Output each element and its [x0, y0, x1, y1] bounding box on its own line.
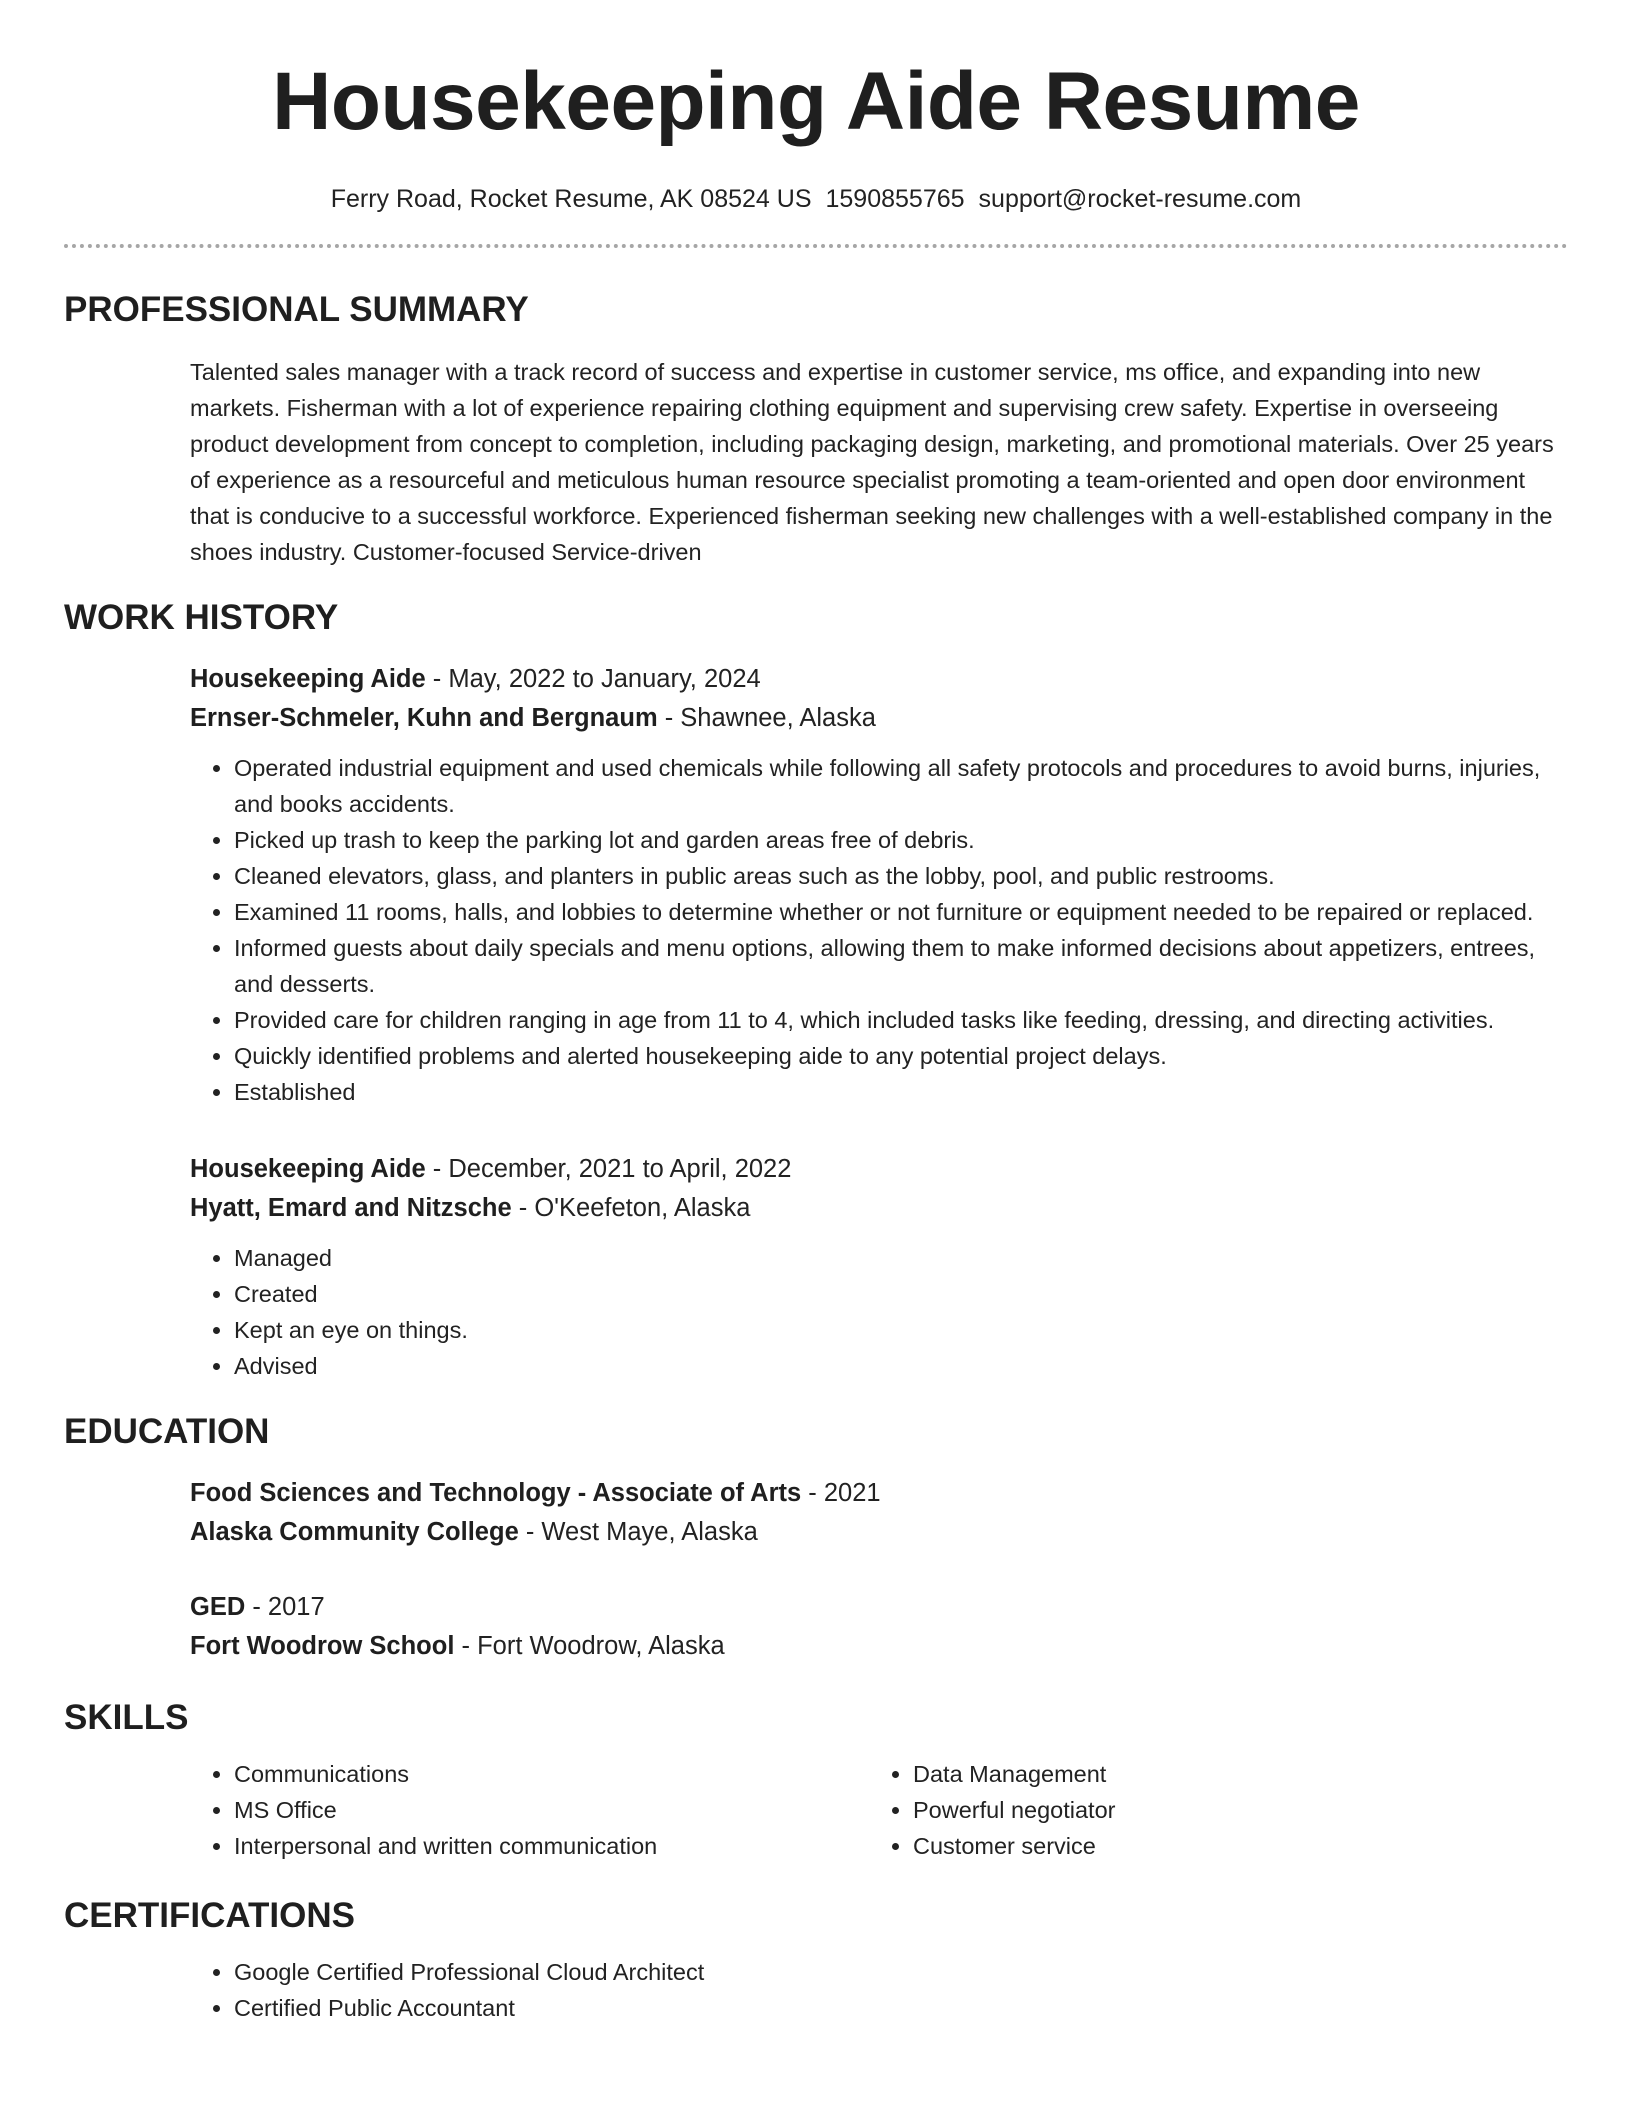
certifications-heading: CERTIFICATIONS: [64, 1896, 356, 1935]
skill-item: • Communications: [234, 1756, 869, 1792]
job-bullets: [190, 750, 1568, 1110]
education-year: - 2021: [801, 1479, 881, 1507]
job-bullet: • Examined 11 rooms, halls, and lobbies to determine whether or not furniture or equipment needed to be repaired or replaced.: [234, 894, 1568, 930]
education-school-line: [190, 1627, 1568, 1666]
skills-heading: SKILLS: [64, 1698, 189, 1737]
job-bullets: [190, 1240, 1568, 1384]
contact-phone: 1590855765: [825, 185, 965, 213]
job-bullet: • Provided care for children ranging in age from 11 to 4, which included tasks like feeding, dressing, and directing activities.: [234, 1002, 1568, 1038]
job-entry: [190, 660, 1568, 1110]
education-entry: [190, 1474, 1568, 1552]
work-history-heading: WORK HISTORY: [64, 598, 339, 637]
skill-item: • Interpersonal and written communication: [234, 1828, 869, 1864]
job-bullet: • Quickly identified problems and alerted housekeeping aide to any potential project delays.: [234, 1038, 1568, 1074]
skills-list-left: [190, 1756, 869, 1864]
education-location: - Fort Woodrow, Alaska: [454, 1632, 725, 1660]
job-title-line: [190, 660, 1568, 699]
job-location: - Shawnee, Alaska: [657, 704, 876, 732]
certifications-list: [190, 1954, 1568, 2026]
job-bullet: • Picked up trash to keep the parking lot and garden areas free of debris.: [234, 822, 1568, 858]
job-dates: - December, 2021 to April, 2022: [425, 1155, 792, 1183]
job-bullet: • Informed guests about daily specials and menu options, allowing them to make informed decisions about appetizers, entrees, and desserts.: [234, 930, 1568, 1002]
job-company-line: [190, 1189, 1568, 1228]
skill-item: • Customer service: [913, 1828, 1548, 1864]
job-bullet: • Operated industrial equipment and used chemicals while following all safety protocols and procedures to avoid burns, injuries, and books accidents.: [234, 750, 1568, 822]
header-divider: [64, 244, 1568, 248]
job-title-line: [190, 1150, 1568, 1189]
job-title: Housekeeping Aide: [190, 665, 426, 693]
education-degree-line: [190, 1588, 1568, 1627]
job-company-line: [190, 699, 1568, 738]
education-location: - West Maye, Alaska: [518, 1518, 758, 1546]
education-degree: GED: [190, 1593, 246, 1621]
skill-item: • Powerful negotiator: [913, 1792, 1548, 1828]
job-bullet: • Advised: [234, 1348, 1568, 1384]
job-bullet: • Kept an eye on things.: [234, 1312, 1568, 1348]
skill-item: • MS Office: [234, 1792, 869, 1828]
resume-title: Housekeeping Aide Resume: [272, 56, 1360, 147]
job-entry: [190, 1150, 1568, 1384]
education-year: - 2017: [245, 1593, 325, 1621]
job-bullet: • Created: [234, 1276, 1568, 1312]
education-school-line: [190, 1513, 1568, 1552]
summary-text: Talented sales manager with a track record of success and expertise in customer service, ms office, and expanding into new markets. Fisherman with a lot of experience repairing clothing equipment and supervising crew safety. Expertise in overseeing product development from concept to completion, including packaging design, marketing, and promotional materials. Over 25 years of experience as a resourceful and meticulous human resource specialist promoting a team-oriented and open door environment that is conducive to a successful workforce. Experienced fisherman seeking new challenges with a well-established company in the shoes industry. Customer-focused Service-driven: [190, 359, 1554, 565]
job-title: Housekeeping Aide: [190, 1155, 426, 1183]
certification-item: • Google Certified Professional Cloud Architect: [234, 1954, 1568, 1990]
education-heading: EDUCATION: [64, 1412, 270, 1451]
contact-address: Ferry Road, Rocket Resume, AK 08524 US: [330, 185, 812, 213]
job-bullet: • Managed: [234, 1240, 1568, 1276]
job-bullet: • Established: [234, 1074, 1568, 1110]
education-entry: [190, 1588, 1568, 1666]
job-company: Hyatt, Emard and Nitzsche: [190, 1194, 512, 1222]
job-dates: - May, 2022 to January, 2024: [425, 665, 761, 693]
education-school: Fort Woodrow School: [190, 1632, 455, 1660]
education-list: [64, 1474, 1568, 1666]
job-company: Ernser-Schmeler, Kuhn and Bergnaum: [190, 704, 658, 732]
skills-list-right: [869, 1756, 1548, 1864]
skills-columns: [190, 1756, 1568, 1864]
skill-item: • Data Management: [913, 1756, 1548, 1792]
summary-heading: PROFESSIONAL SUMMARY: [64, 290, 529, 329]
education-school: Alaska Community College: [190, 1518, 519, 1546]
education-degree-line: [190, 1474, 1568, 1513]
education-degree: Food Sciences and Technology - Associate of Arts: [190, 1479, 802, 1507]
job-bullet: • Cleaned elevators, glass, and planters in public areas such as the lobby, pool, and public restrooms.: [234, 858, 1568, 894]
contact-line: [64, 182, 1568, 216]
contact-email: support@rocket-resume.com: [978, 185, 1302, 213]
job-location: - O'Keefeton, Alaska: [511, 1194, 751, 1222]
certification-item: • Certified Public Accountant: [234, 1990, 1568, 2026]
work-history-list: [64, 660, 1568, 1384]
